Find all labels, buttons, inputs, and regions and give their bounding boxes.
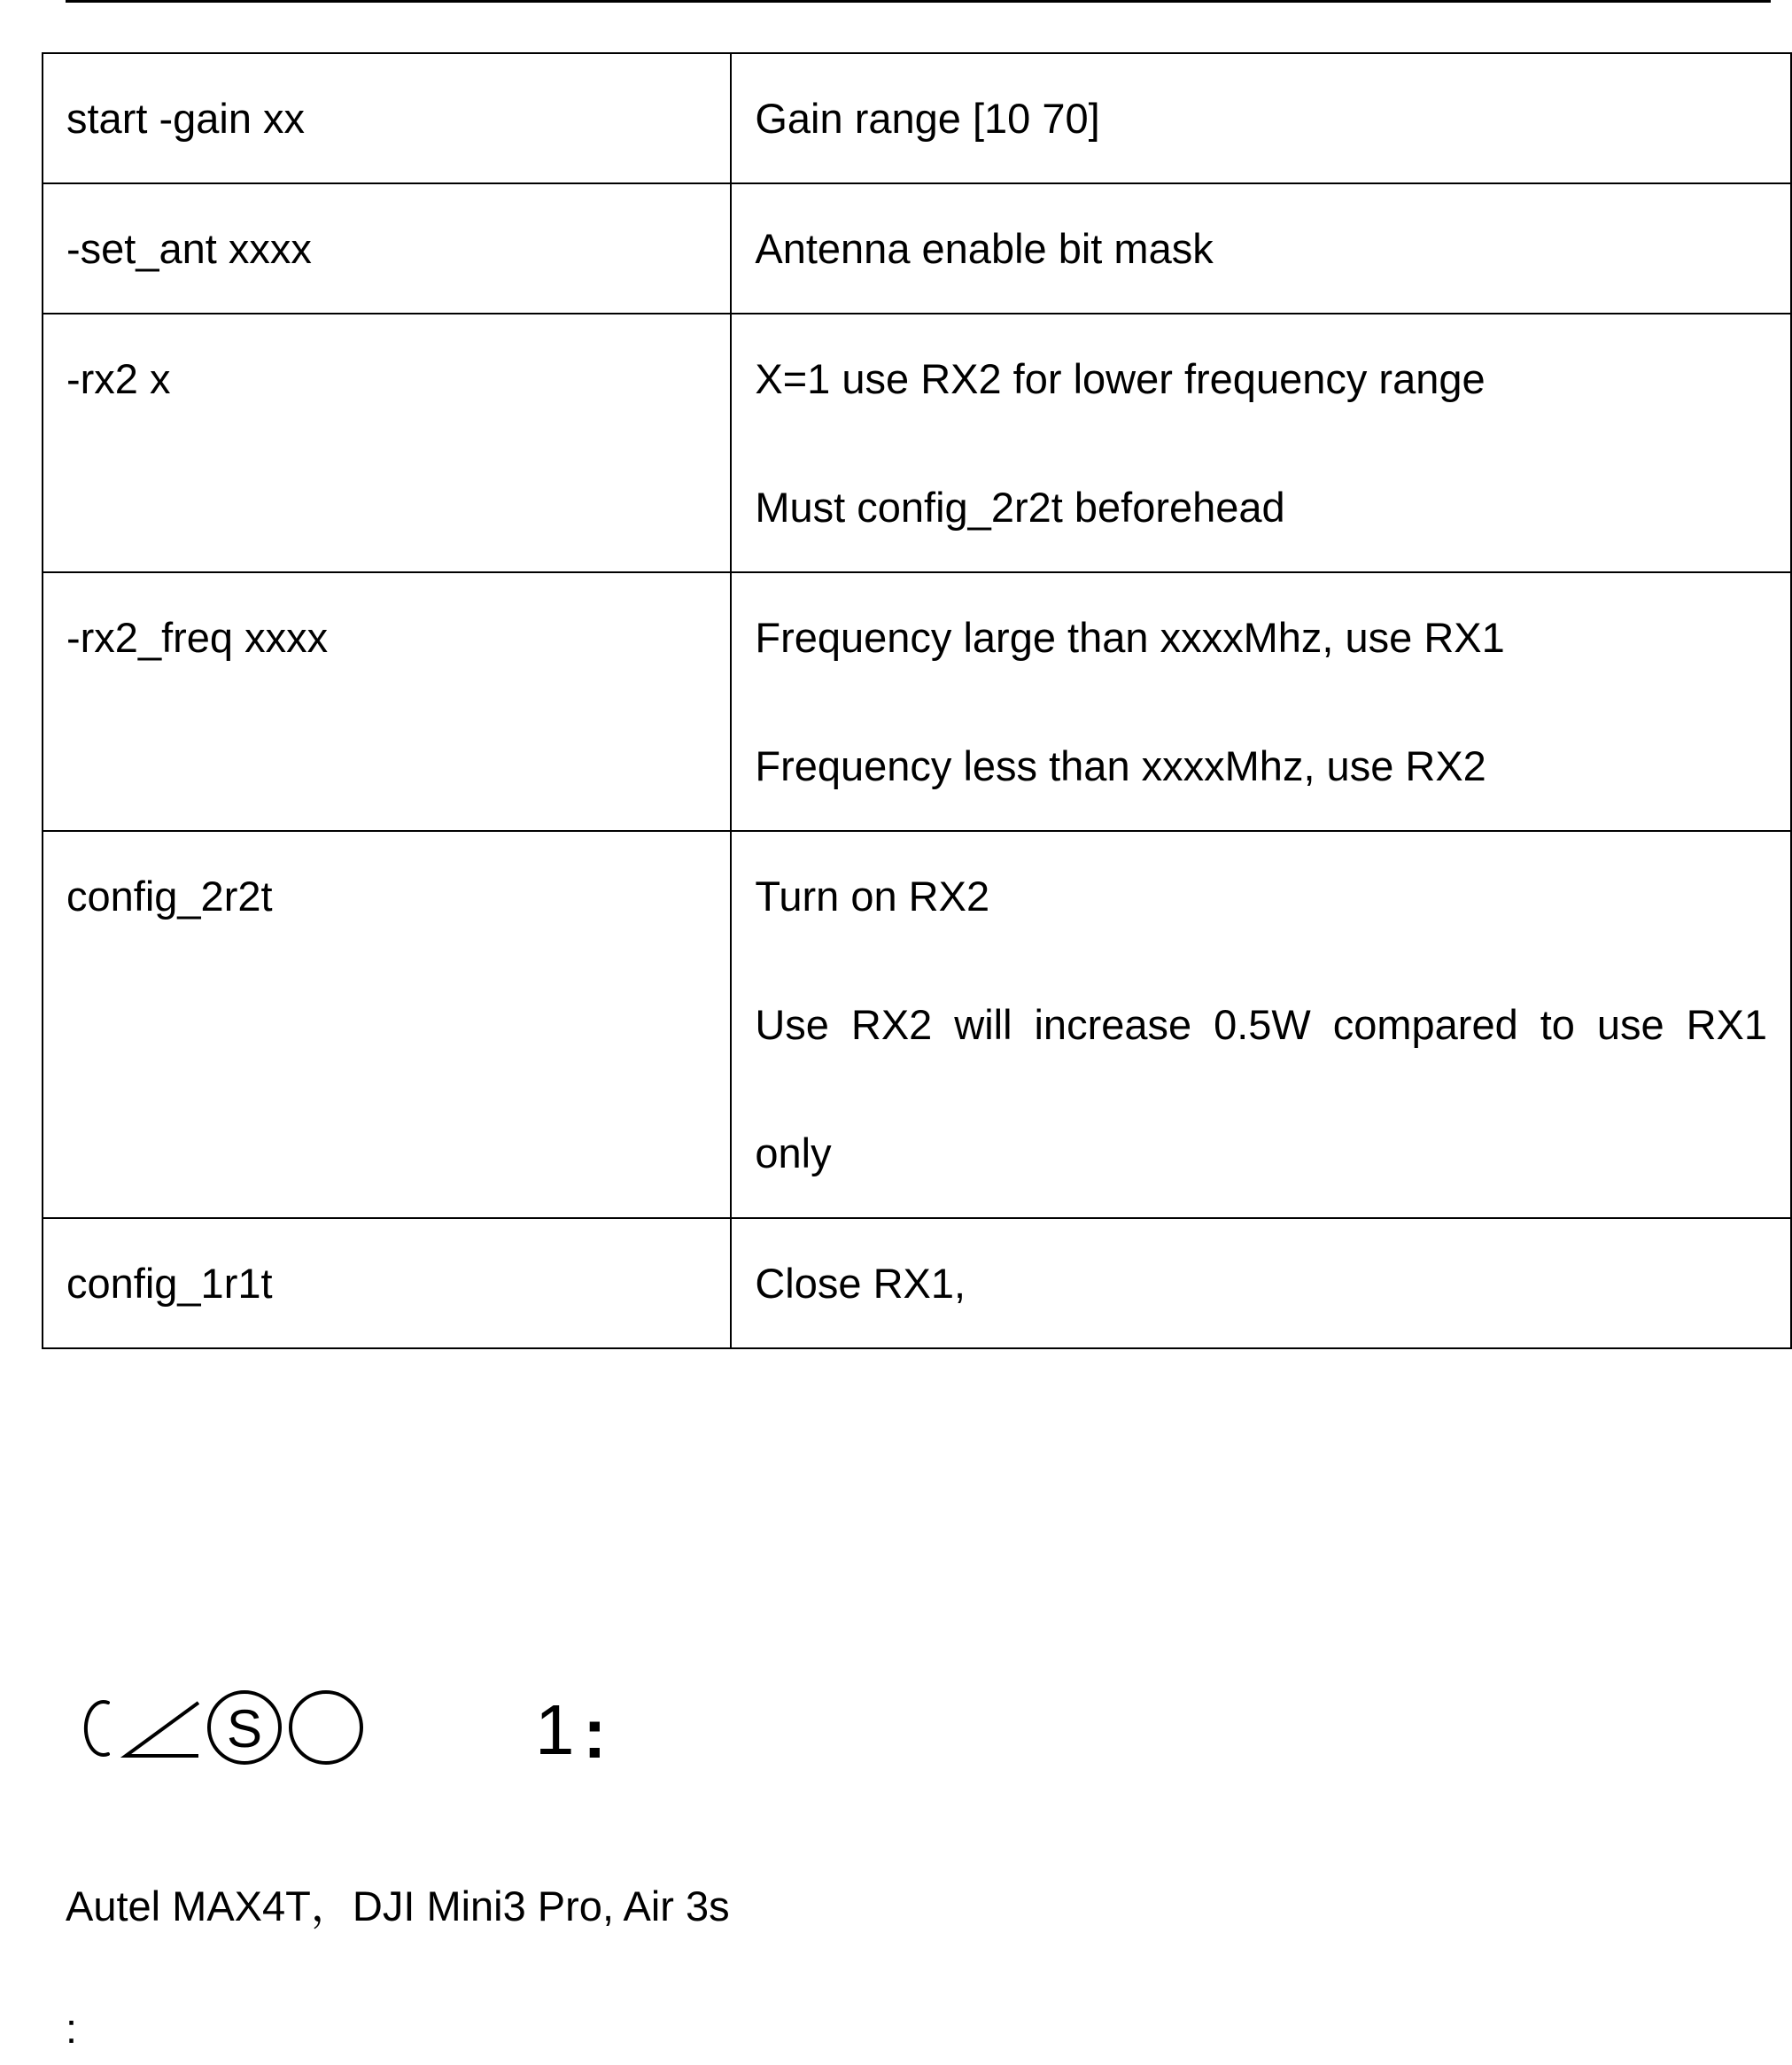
- command-cell: -rx2 x: [43, 314, 731, 572]
- command-table: [42, 52, 1792, 1349]
- description-cell: Antenna enable bit mask: [731, 183, 1791, 314]
- description-cell: Frequency large than xxxxMhz, use RX1 Frequency less than xxxxMhz, use RX2: [731, 572, 1791, 831]
- case-number: [526, 1683, 650, 1772]
- case-glyphs-icon: [66, 1683, 526, 1772]
- command-cell: config_2r2t: [43, 831, 731, 1218]
- table-row: [43, 1218, 1791, 1348]
- command-cell: config_1r1t: [43, 1218, 731, 1348]
- table-row: [43, 314, 1791, 572]
- svg-text:S: S: [226, 1699, 263, 1758]
- supported-models-text: Autel MAX4T，DJI Mini3 Pro, Air 3s: [66, 1883, 730, 1929]
- description-cell: Close RX1,: [731, 1218, 1791, 1348]
- table-row: [43, 53, 1791, 183]
- table-row: [43, 572, 1791, 831]
- trailing-colon: :: [66, 2005, 78, 2052]
- table-row: [43, 831, 1791, 1218]
- command-cell: start -gain xx: [43, 53, 731, 183]
- svg-text:1: 1: [535, 1690, 575, 1769]
- description-cell: Turn on RX2 Use RX2 will increase 0.5W compared to use RX1 only: [731, 831, 1791, 1218]
- description-cell: Gain range [10 70]: [731, 53, 1791, 183]
- top-rule: [66, 0, 1771, 3]
- case-heading: [66, 1683, 650, 1772]
- command-cell: -rx2_freq xxxx: [43, 572, 731, 831]
- description-cell: X=1 use RX2 for lower frequency range Must config_2r2t beforehead: [731, 314, 1791, 572]
- table-row: [43, 183, 1791, 314]
- command-cell: -set_ant xxxx: [43, 183, 731, 314]
- svg-text::: :: [583, 1694, 607, 1772]
